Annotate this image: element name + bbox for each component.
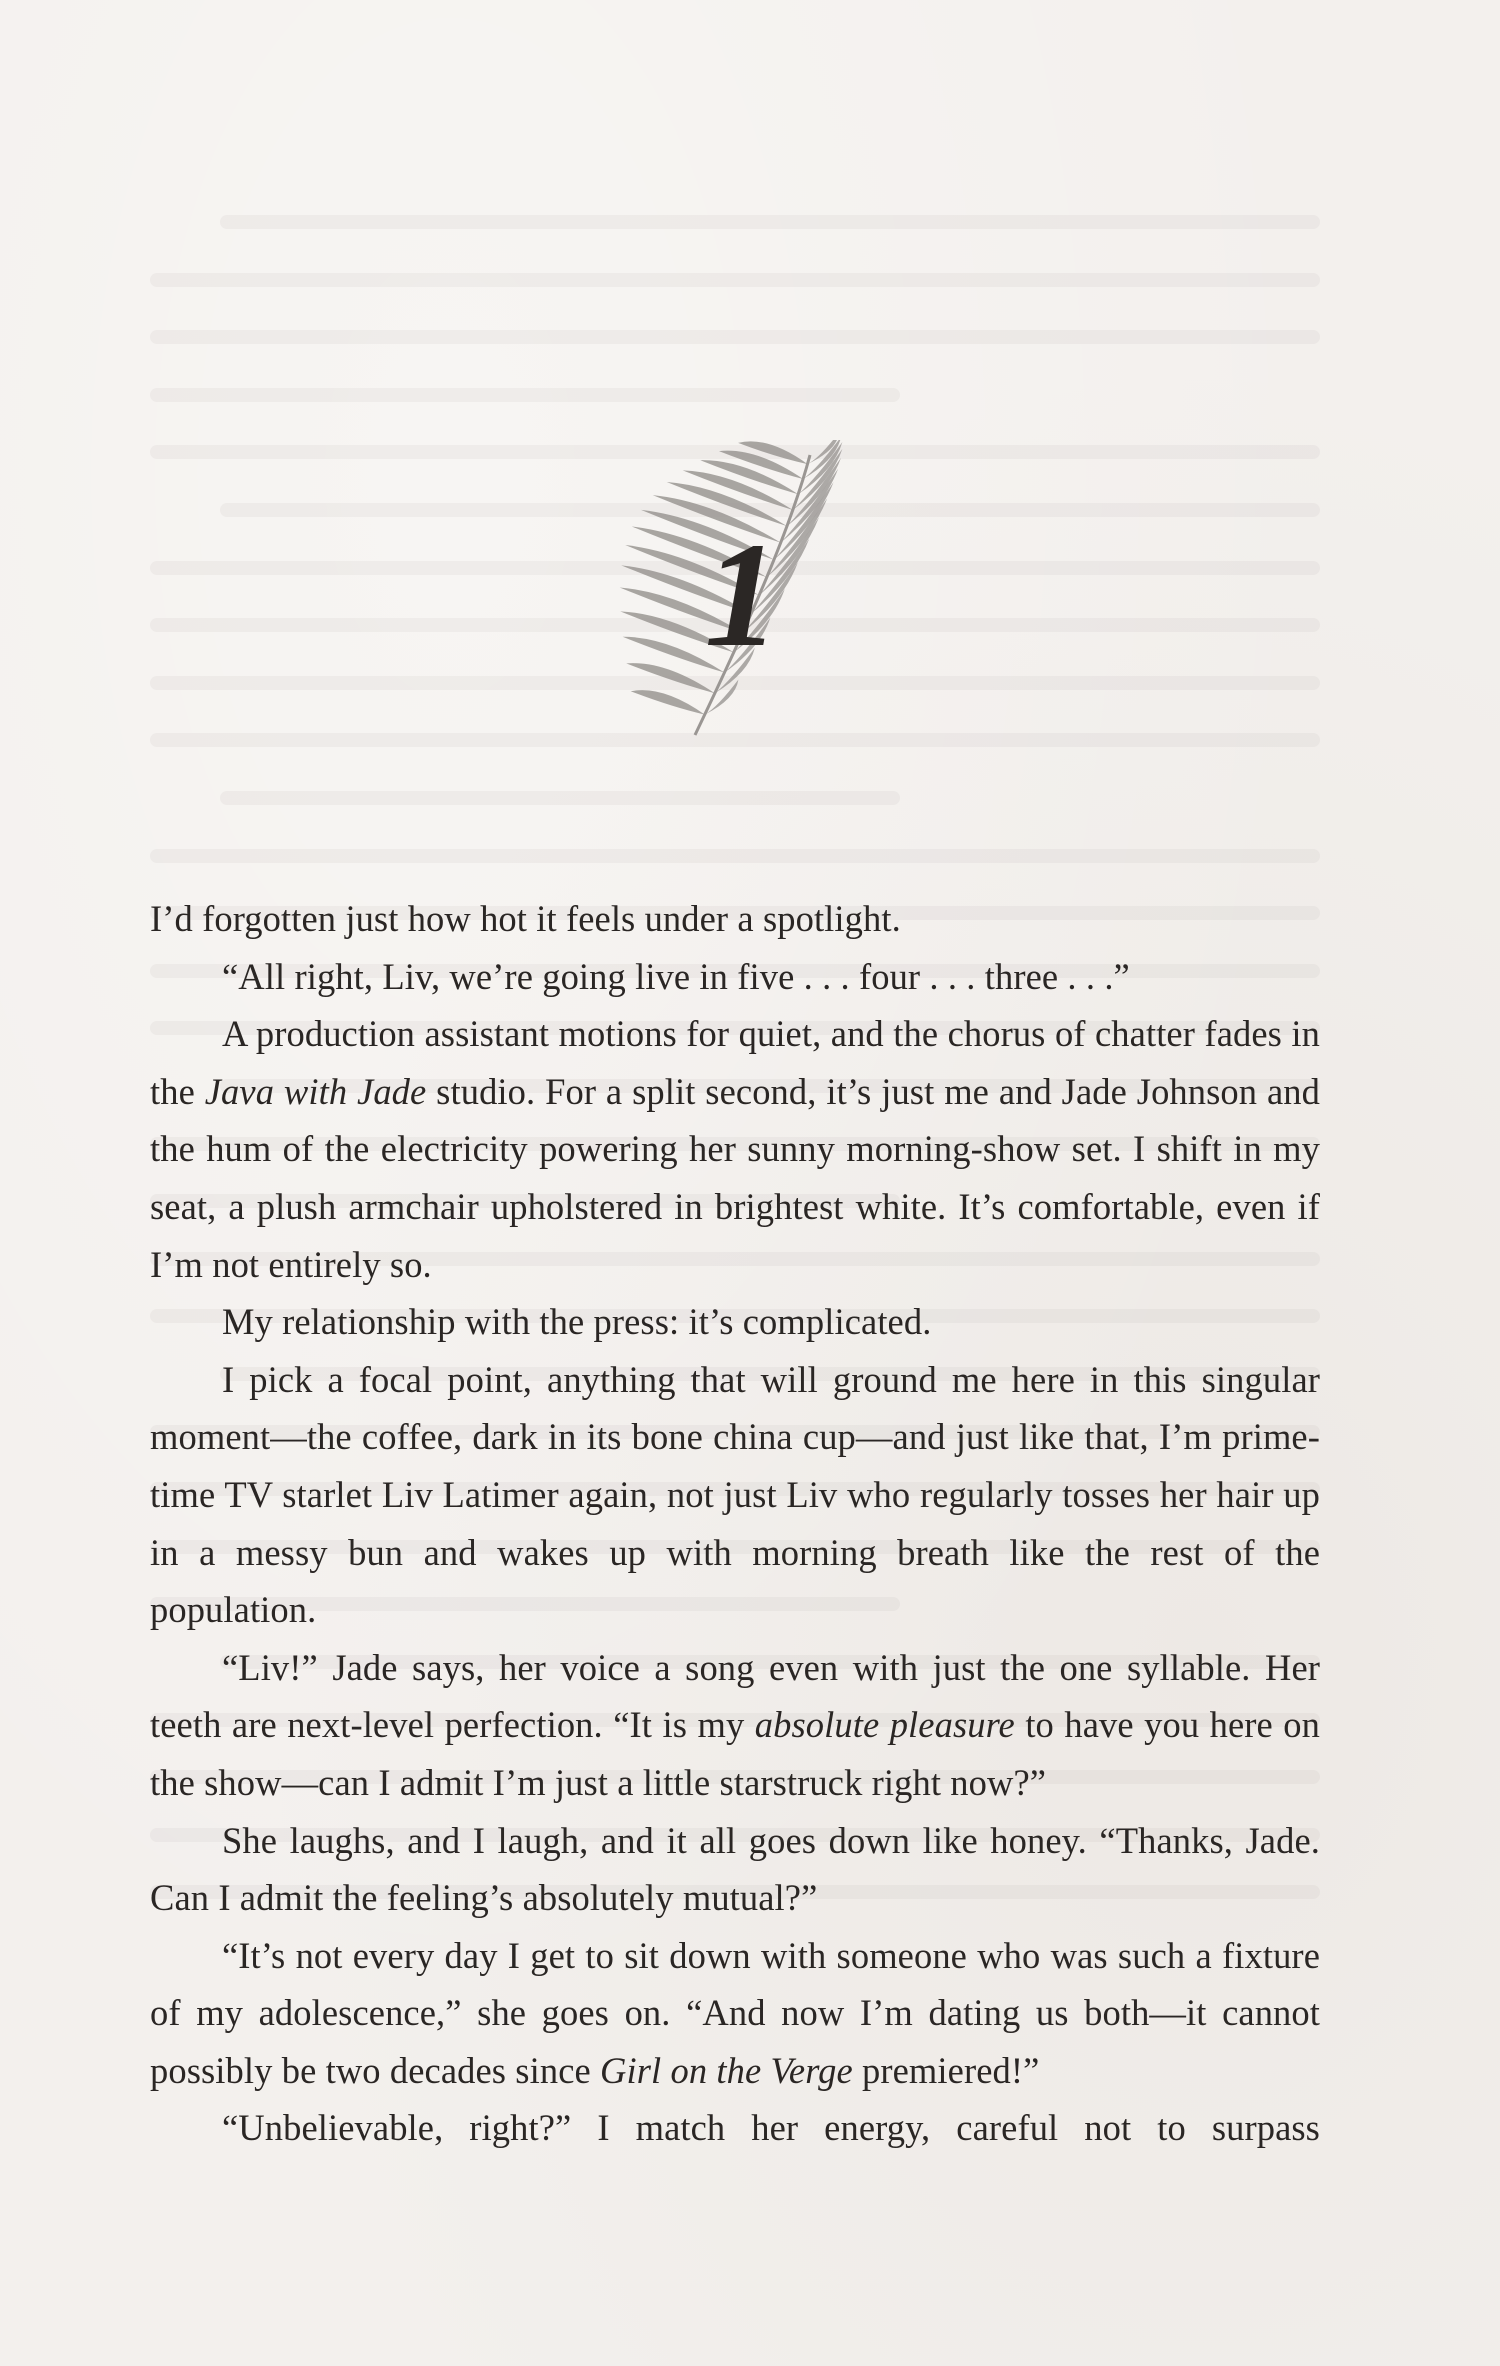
bleed-line [220,791,900,805]
paragraph-text: studio. For a split second, it’s just me and Jade Johnson and the hum of the electricity powering her sunny morning-show set. I shift in my seat, a plush armchair upholstered in brightest white. It’s comfortable, even if I’m not entirely so. [150,1070,1320,1285]
paragraph-text: premiered!” [852,2049,1040,2091]
leaf-frond [631,690,705,714]
chapter-number: 1 [704,512,780,678]
bleed-line [150,388,900,402]
bleed-line [150,849,1320,863]
chapter-heading [600,440,880,750]
paragraph: “Unbelievable, right?” I match her energy, careful not to surpass [222,2107,1320,2149]
paragraph-text: to have you here on the show—can I admit I’m just a little starstruck right now?” [150,1704,1320,1803]
bleed-line [150,273,1320,287]
bleed-line [150,330,1320,344]
bleed-line [220,215,1320,229]
paragraph [150,1005,1320,1293]
paragraph-text: “Liv!” Jade says, her voice a song even with just the one syllable. Her teeth are next-level perfection. “It is my [150,1646,1320,1746]
paragraph [150,1639,1320,1812]
paragraph-text: A production assistant motions for quiet, and the chorus of chatter fades in the [150,1013,1320,1112]
show-title: Java with Jade [204,1070,427,1112]
paragraph-text: “It’s not every day I get to sit down with someone who was such a fixture of my adolescence,” she goes on. “And now I’m dating us both—it cannot possibly be two decades since [150,1934,1320,2091]
paragraph: She laughs, and I laugh, and it all goes down like honey. “Thanks, Jade. Can I admit the feeling’s absolutely mutual?” [150,1819,1320,1919]
palm-leaf-icon [600,440,880,750]
paragraph [150,1927,1320,2100]
paragraph: I’d forgotten just how hot it feels under a spotlight. [150,898,901,939]
body-text [150,890,1320,2157]
leaf-frond [705,679,739,714]
paragraph: My relationship with the press: it’s complicated. [222,1301,932,1343]
emphasis: absolute pleasure [754,1704,1015,1746]
leaf-frond [626,663,715,693]
show-title: Girl on the Verge [600,2049,853,2091]
paragraph: I pick a focal point, anything that will ground me here in this singular moment—the coffee, dark in its bone china cup—and just like that, I’m prime-time TV starlet Liv Latimer again, not just Liv who regularly tosses her hair up in a messy bun and wakes up with morning breath like the rest of the population. [150,1358,1320,1631]
paragraph: “All right, Liv, we’re going live in five . . . four . . . three . . .” [222,955,1130,997]
